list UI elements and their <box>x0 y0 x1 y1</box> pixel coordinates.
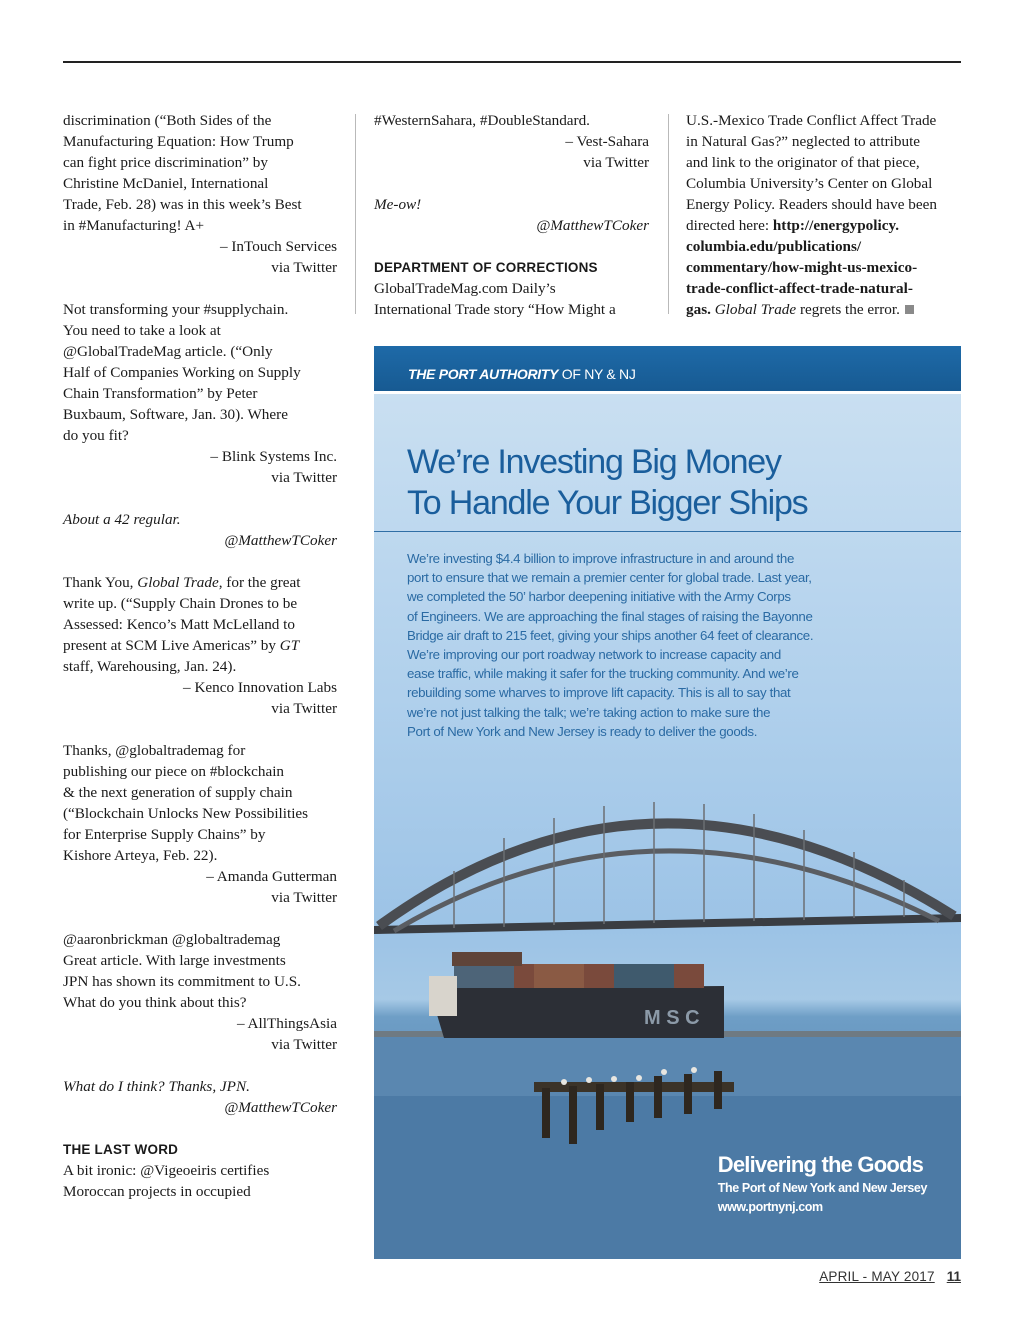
text-line: What do you think about this? <box>63 994 247 1011</box>
correction-link[interactable]: commentary/how-might-us-mexico- <box>686 259 918 276</box>
correction-link[interactable]: columbia.edu/publications/ <box>686 238 862 255</box>
attribution-source: via Twitter <box>271 469 337 486</box>
attribution: – Blink Systems Inc. <box>210 448 337 465</box>
text-line: @GlobalTradeMag article. (“Only <box>63 343 273 360</box>
text-line: Great article. With large investments <box>63 952 286 969</box>
text-line: @aaronbrickman @globaltrademag <box>63 931 281 948</box>
section-heading: THE LAST WORD <box>63 1142 179 1157</box>
page-footer <box>819 1269 961 1284</box>
text-line: (“Blockchain Unlocks New Possibilities <box>63 805 309 822</box>
ad-divider <box>374 531 961 532</box>
ad-headline <box>407 442 807 524</box>
correction-link[interactable]: trade-conflict-affect-trade-natural- <box>686 280 913 297</box>
issue-date: APRIL - MAY 2017 <box>819 1269 935 1284</box>
letters-column-2 <box>374 110 649 320</box>
reply-author: @MatthewTCoker <box>224 532 337 549</box>
text-line: for Enterprise Supply Chains” by <box>63 826 266 843</box>
correction-link[interactable]: gas. <box>686 301 711 318</box>
end-mark-icon <box>905 305 914 314</box>
headline-line: We’re Investing Big Money <box>407 443 781 481</box>
ship-label: M S C <box>644 1007 700 1029</box>
text-line: JPN has shown its commitment to U.S. <box>63 973 301 990</box>
ad-body: We’re investing $4.4 billion to improve infrastructure in and around the port to ensure that we remain a premier center for global trade. Last year, we completed the 50’ harbor deepening initiative with the Army Corps of Engineers. We are approaching the final stages of raising the Bayonne Bridge air draft to 215 feet, giving your ships another 64 feet of clearance. We’re improving our port roadway network to increase capacity and ease traffic, while making it safer for the trucking community. And we’re rebuilding some wharves to improve lift capacity. This is all to say that we’re not just talking the talk; we’re taking action to make sure the Port of New York and New Jersey is ready to deliver the goods. <box>407 551 814 739</box>
letter-gutterman <box>63 740 337 908</box>
attribution-source: via Twitter <box>583 154 649 171</box>
text-line: Moroccan projects in occupied <box>63 1183 251 1200</box>
text-line: in Natural Gas?” neglected to attribute <box>686 133 921 150</box>
attribution: – Amanda Gutterman <box>206 868 337 885</box>
top-rule <box>63 61 961 63</box>
letter-kenco <box>63 572 337 719</box>
editor-reply <box>63 1076 337 1118</box>
text-line: Thanks, @globaltrademag for <box>63 742 246 759</box>
reply-text: Me-ow! <box>374 196 422 213</box>
text-line: & the next generation of supply chain <box>63 784 293 801</box>
text-line: You need to take a look at <box>63 322 221 339</box>
tagline-subtitle: The Port of New York and New Jersey <box>717 1181 927 1195</box>
text-line: present at SCM Live Americas” by GT <box>63 637 300 654</box>
attribution-source: via Twitter <box>271 1036 337 1053</box>
correction-link[interactable]: http://energypolicy. <box>772 217 899 234</box>
brand-logo: THE PORT AUTHORITY OF NY & NJ <box>408 366 636 382</box>
attribution: – AllThingsAsia <box>237 1015 337 1032</box>
text-line: Kishore Arteya, Feb. 22). <box>63 847 218 864</box>
headline-line: To Handle Your Bigger Ships <box>407 484 808 522</box>
attribution-source: via Twitter <box>271 889 337 906</box>
letter-allthingsasia <box>63 929 337 1055</box>
text-line: publishing our piece on #blockchain <box>63 763 285 780</box>
letters-column-3 <box>686 110 961 320</box>
ad-brand-bar <box>374 346 961 391</box>
text-line: in #Manufacturing! A+ <box>63 217 205 234</box>
text-line: do you fit? <box>63 427 129 444</box>
column-divider <box>668 114 669 314</box>
text-line: Thank You, Global Trade, for the great <box>63 574 301 591</box>
text-line: directed here: http://energypolicy. <box>686 217 899 234</box>
text-line: Energy Policy. Readers should have been <box>686 196 937 213</box>
page-number: 11 <box>946 1269 961 1284</box>
text-line: gas. Global Trade regrets the error. <box>686 299 961 320</box>
letter-blink <box>63 299 337 488</box>
section-last-word <box>63 1139 337 1202</box>
text-line: write up. (“Supply Chain Drones to be <box>63 595 298 612</box>
attribution-source: via Twitter <box>271 259 337 276</box>
text-line: Christine McDaniel, International <box>63 175 269 192</box>
reply-author: @MatthewTCoker <box>536 217 649 234</box>
ad-website-link[interactable]: www.portnynj.com <box>717 1200 823 1214</box>
attribution: – Kenco Innovation Labs <box>183 679 337 696</box>
text-line: GlobalTradeMag.com Daily’s <box>374 280 556 297</box>
text-line: Buxbaum, Software, Jan. 30). Where <box>63 406 288 423</box>
text-line: #WesternSahara, #DoubleStandard. <box>374 112 590 129</box>
text-line: staff, Warehousing, Jan. 24). <box>63 658 237 675</box>
text-line: A bit ironic: @Vigeoeiris certifies <box>63 1162 270 1179</box>
text-line: Half of Companies Working on Supply <box>63 364 301 381</box>
attribution: – InTouch Services <box>219 238 337 255</box>
letters-column-1 <box>63 110 337 1202</box>
port-authority-ad <box>374 346 961 1259</box>
attribution: – Vest-Sahara <box>565 133 649 150</box>
reply-author: @MatthewTCoker <box>224 1099 337 1116</box>
text-line: Manufacturing Equation: How Trump <box>63 133 294 150</box>
text-line: discrimination (“Both Sides of the <box>63 112 272 129</box>
text-line: Trade, Feb. 28) was in this week’s Best <box>63 196 302 213</box>
ad-tagline <box>718 1151 927 1217</box>
text-line: International Trade story “How Might a <box>374 301 616 318</box>
section-heading: DEPARTMENT OF CORRECTIONS <box>374 260 598 275</box>
text-line: Assessed: Kenco’s Matt McLelland to <box>63 616 295 633</box>
text-line: can fight price discrimination” by <box>63 154 268 171</box>
text-line: U.S.-Mexico Trade Conflict Affect Trade <box>686 112 937 129</box>
text-line: Chain Transformation” by Peter <box>63 385 258 402</box>
attribution-source: via Twitter <box>271 700 337 717</box>
column-divider <box>355 114 356 314</box>
reply-text: What do I think? Thanks, JPN. <box>63 1078 250 1095</box>
text-line: and link to the originator of that piece, <box>686 154 920 171</box>
letter-intouch <box>63 110 337 278</box>
text-line: Columbia University’s Center on Global <box>686 175 933 192</box>
editor-reply <box>63 509 337 551</box>
text-line: Not transforming your #supplychain. <box>63 301 289 318</box>
tagline-title: Delivering the Goods <box>717 1152 924 1177</box>
reply-text: About a 42 regular. <box>63 511 181 528</box>
